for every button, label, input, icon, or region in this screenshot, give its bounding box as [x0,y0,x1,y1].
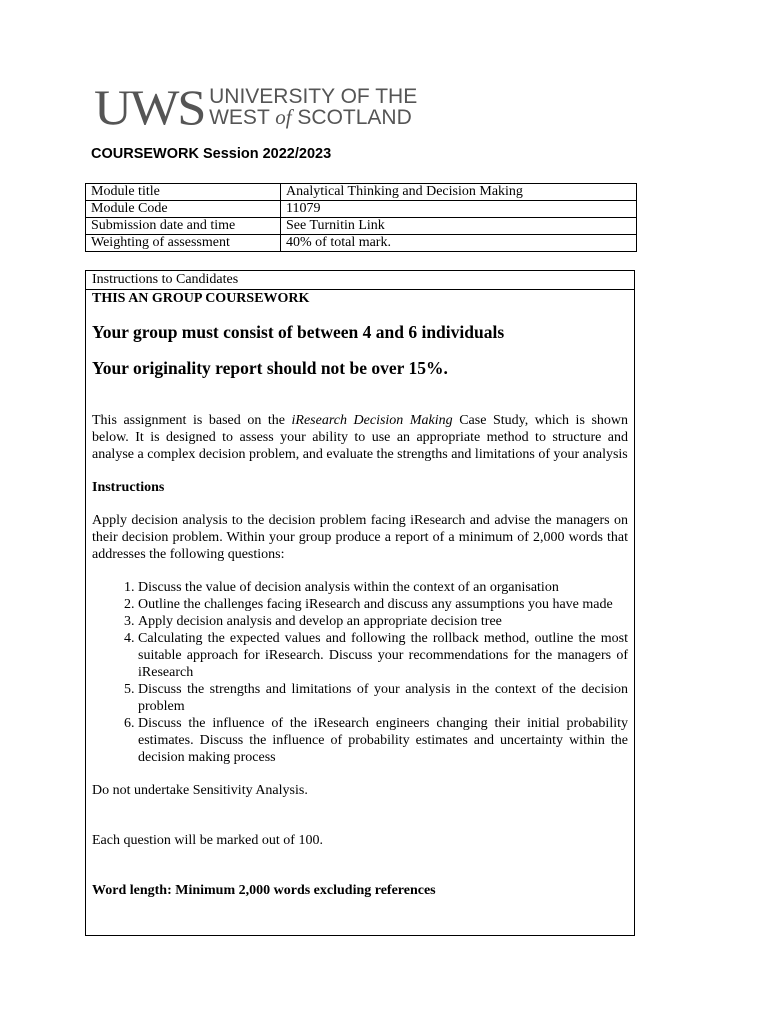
question-list [92,579,628,766]
table-row [86,201,637,218]
list-item: 6. Discuss the influence of the iResearch engineers changing their initial probability estimates. Discuss the influence of probability estimates and uncertainty within the decision making process [138,715,628,766]
row-label: Module Code [86,201,281,218]
logo-wordmark [209,84,418,129]
session-heading: COURSEWORK Session 2022/2023 [91,146,332,162]
logo-line-2-of: of [275,104,292,129]
list-item: 1. Discuss the value of decision analysis within the context of an organisation [138,579,628,596]
module-info-table [85,183,637,252]
word-length-note: Word length: Minimum 2,000 words excluding references [92,883,436,898]
intro-case-study-name: iResearch Decision Making [291,413,453,428]
instructions-box [85,270,635,936]
uws-logo [94,79,418,135]
logo-line-2 [209,104,417,129]
apply-paragraph: Apply decision analysis to the decision problem facing iResearch and advise the managers on their decision problem. Within your group produce a report of a minimum of 2,000 words that addresses the following questions: [92,513,628,562]
logo-line-1: UNIVERSITY OF THE [209,84,418,108]
no-sensitivity-note: Do not undertake Sensitivity Analysis. [92,783,308,798]
row-label: Submission date and time [86,218,281,235]
row-value: See Turnitin Link [281,218,637,235]
row-label: Weighting of assessment [86,235,281,252]
logo-line-2-b: SCOTLAND [291,105,412,129]
originality-rule: Your originality report should not be over 15%. [92,358,448,378]
instructions-content [86,290,634,899]
intro-paragraph [92,412,628,463]
table-row [86,184,637,201]
intro-text-b: Case Study, which is shown below. It is designed to assess your ability to use an appropriate method to structure and analyse a complex decision problem, and evaluate the strengths and limitations of your analysis [92,413,629,462]
row-value: 11079 [281,201,637,218]
group-coursework-line: THIS AN GROUP COURSEWORK [92,291,310,306]
instructions-title: Instructions [92,480,165,495]
row-value: Analytical Thinking and Decision Making [281,184,637,201]
list-item: 4. Calculating the expected values and following the rollback method, outline the most suitable approach for iResearch. Discuss your recommendations for the managers of iResearch [138,630,628,681]
table-row [86,235,637,252]
row-label: Module title [86,184,281,201]
list-item: 2. Outline the challenges facing iResearch and discuss any assumptions you have made [138,596,628,613]
marking-note: Each question will be marked out of 100. [92,833,323,848]
logo-mark: UWS [94,79,205,135]
row-value: 40% of total mark. [281,235,637,252]
intro-text-a: This assignment is based on the [92,413,292,428]
table-row [86,218,637,235]
instructions-box-header: Instructions to Candidates [86,271,634,290]
group-size-rule: Your group must consist of between 4 and 6 individuals [92,322,505,342]
list-item: 3. Apply decision analysis and develop an appropriate decision tree [138,613,628,630]
logo-line-2-a: WEST [209,105,276,129]
list-item: 5. Discuss the strengths and limitations of your analysis in the context of the decision problem [138,681,628,715]
